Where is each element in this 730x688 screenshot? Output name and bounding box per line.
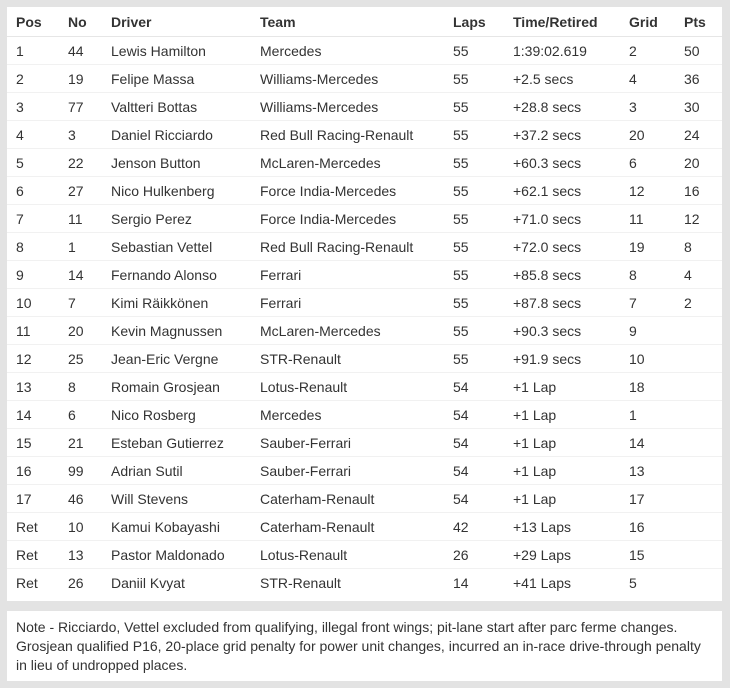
cell-no: 21 <box>59 429 102 457</box>
cell-pos: 13 <box>7 373 59 401</box>
cell-pos: 6 <box>7 177 59 205</box>
cell-driver: Jean-Eric Vergne <box>102 345 251 373</box>
results-panel <box>7 7 722 601</box>
cell-time-retired: +13 Laps <box>504 513 620 541</box>
cell-no: 44 <box>59 37 102 65</box>
cell-team: Ferrari <box>251 261 444 289</box>
cell-pos: 10 <box>7 289 59 317</box>
cell-grid: 9 <box>620 317 675 345</box>
cell-laps: 55 <box>444 65 504 93</box>
cell-driver: Sergio Perez <box>102 205 251 233</box>
cell-driver: Pastor Maldonado <box>102 541 251 569</box>
cell-pts: 30 <box>675 93 722 121</box>
cell-time-retired: +28.8 secs <box>504 93 620 121</box>
header-pos: Pos <box>7 7 59 37</box>
table-row <box>7 37 722 65</box>
cell-team: Red Bull Racing-Renault <box>251 233 444 261</box>
cell-pts: 4 <box>675 261 722 289</box>
cell-team: Williams-Mercedes <box>251 65 444 93</box>
table-row <box>7 457 722 485</box>
cell-driver: Lewis Hamilton <box>102 37 251 65</box>
table-row <box>7 317 722 345</box>
cell-pts <box>675 373 722 401</box>
cell-grid: 13 <box>620 457 675 485</box>
cell-laps: 54 <box>444 373 504 401</box>
cell-team: Mercedes <box>251 37 444 65</box>
cell-team: Caterham-Renault <box>251 485 444 513</box>
cell-pts: 24 <box>675 121 722 149</box>
table-row <box>7 121 722 149</box>
cell-pos: 15 <box>7 429 59 457</box>
cell-laps: 54 <box>444 429 504 457</box>
table-row <box>7 485 722 513</box>
cell-pos: Ret <box>16 574 38 591</box>
cell-time-retired: +1 Lap <box>504 429 620 457</box>
cell-grid: 5 <box>629 574 637 591</box>
cell-grid: 1 <box>620 401 675 429</box>
cell-laps: 55 <box>444 121 504 149</box>
cell-time-retired: +71.0 secs <box>504 205 620 233</box>
cell-pos: Ret <box>7 513 59 541</box>
cell-laps: 54 <box>444 485 504 513</box>
table-row <box>7 513 722 541</box>
results-body <box>7 37 722 597</box>
cell-team: Ferrari <box>251 289 444 317</box>
cell-team: Sauber-Ferrari <box>251 429 444 457</box>
cell-no: 22 <box>59 149 102 177</box>
cell-pos: 12 <box>7 345 59 373</box>
cell-driver: Nico Hulkenberg <box>102 177 251 205</box>
cell-driver: Will Stevens <box>102 485 251 513</box>
cell-grid: 4 <box>620 65 675 93</box>
cell-laps: 55 <box>444 261 504 289</box>
cell-team: Mercedes <box>251 401 444 429</box>
cell-grid: 3 <box>620 93 675 121</box>
table-header-row <box>7 7 722 37</box>
cell-grid: 6 <box>620 149 675 177</box>
cell-pts: 36 <box>675 65 722 93</box>
cell-time-retired: +1 Lap <box>504 457 620 485</box>
cell-laps: 55 <box>444 149 504 177</box>
cell-no: 25 <box>59 345 102 373</box>
cell-pts <box>675 485 722 513</box>
table-row <box>7 373 722 401</box>
cell-grid: 12 <box>620 177 675 205</box>
cell-no: 19 <box>59 65 102 93</box>
header-grid: Grid <box>620 7 675 37</box>
cell-grid: 7 <box>620 289 675 317</box>
table-row <box>7 65 722 93</box>
cell-time-retired: +1 Lap <box>504 401 620 429</box>
cell-driver: Kimi Räikkönen <box>102 289 251 317</box>
cell-laps: 42 <box>444 513 504 541</box>
cell-driver: Fernando Alonso <box>102 261 251 289</box>
table-row <box>7 289 722 317</box>
note-panel <box>7 611 722 681</box>
race-results-table <box>7 7 722 596</box>
cell-no: 20 <box>59 317 102 345</box>
header-driver: Driver <box>102 7 251 37</box>
cell-time-retired: +90.3 secs <box>504 317 620 345</box>
cell-time-retired: +60.3 secs <box>504 149 620 177</box>
table-row <box>7 233 722 261</box>
cell-laps: 54 <box>444 401 504 429</box>
cell-driver: Kamui Kobayashi <box>102 513 251 541</box>
cell-pos: 9 <box>7 261 59 289</box>
table-row <box>7 345 722 373</box>
cell-time-retired: +85.8 secs <box>504 261 620 289</box>
cell-no: 26 <box>68 574 84 591</box>
cell-grid: 16 <box>620 513 675 541</box>
cell-pos: 16 <box>7 457 59 485</box>
cell-driver: Valtteri Bottas <box>102 93 251 121</box>
cell-pos: 1 <box>7 37 59 65</box>
cell-laps: 55 <box>444 93 504 121</box>
cell-team: Sauber-Ferrari <box>251 457 444 485</box>
cell-grid: 14 <box>620 429 675 457</box>
cell-driver: Sebastian Vettel <box>102 233 251 261</box>
cell-pts <box>675 345 722 373</box>
cell-laps: 55 <box>444 233 504 261</box>
cell-pos: 11 <box>7 317 59 345</box>
cell-no: 6 <box>59 401 102 429</box>
cell-laps: 55 <box>444 177 504 205</box>
cell-team: Force India-Mercedes <box>251 177 444 205</box>
cell-time-retired: +2.5 secs <box>504 65 620 93</box>
cell-time-retired: +72.0 secs <box>504 233 620 261</box>
cell-pos: Ret <box>7 541 59 569</box>
cell-pos: 4 <box>7 121 59 149</box>
cell-grid: 11 <box>620 205 675 233</box>
cell-pts: 2 <box>675 289 722 317</box>
cell-team: Williams-Mercedes <box>251 93 444 121</box>
cell-time-retired: 1:39:02.619 <box>504 37 620 65</box>
header-no: No <box>59 7 102 37</box>
cell-driver: Romain Grosjean <box>102 373 251 401</box>
cell-pos: 14 <box>7 401 59 429</box>
cell-pts: 16 <box>675 177 722 205</box>
table-row <box>7 261 722 289</box>
cell-driver: Daniel Ricciardo <box>102 121 251 149</box>
cell-grid: 19 <box>620 233 675 261</box>
cell-grid: 17 <box>620 485 675 513</box>
cell-no: 8 <box>59 373 102 401</box>
cell-pts: 8 <box>675 233 722 261</box>
cell-team: STR-Renault <box>260 574 341 591</box>
cell-team: Force India-Mercedes <box>251 205 444 233</box>
cell-driver: Adrian Sutil <box>102 457 251 485</box>
cell-team: McLaren-Mercedes <box>251 149 444 177</box>
cell-driver: Nico Rosberg <box>102 401 251 429</box>
header-laps: Laps <box>444 7 504 37</box>
cell-no: 99 <box>59 457 102 485</box>
cell-team: STR-Renault <box>251 345 444 373</box>
cell-team: McLaren-Mercedes <box>251 317 444 345</box>
cell-pos: 5 <box>7 149 59 177</box>
table-row <box>7 429 722 457</box>
cell-pts <box>675 317 722 345</box>
cell-laps: 55 <box>444 205 504 233</box>
header-pts: Pts <box>675 7 722 37</box>
cell-pts: 50 <box>675 37 722 65</box>
cell-no: 7 <box>59 289 102 317</box>
cell-pts: 12 <box>675 205 722 233</box>
cell-no: 3 <box>59 121 102 149</box>
cell-no: 14 <box>59 261 102 289</box>
cell-grid: 18 <box>620 373 675 401</box>
cell-driver: Daniil Kvyat <box>111 574 185 591</box>
cell-driver: Felipe Massa <box>102 65 251 93</box>
cell-pts <box>675 569 722 597</box>
cell-time-retired: +91.9 secs <box>504 345 620 373</box>
cell-pos: 7 <box>7 205 59 233</box>
cell-pts <box>675 457 722 485</box>
cell-laps: 55 <box>444 345 504 373</box>
cell-no: 77 <box>59 93 102 121</box>
cell-time-retired: +29 Laps <box>504 541 620 569</box>
cell-no: 27 <box>59 177 102 205</box>
cell-pos: 17 <box>7 485 59 513</box>
cell-pos: 8 <box>7 233 59 261</box>
header-team: Team <box>251 7 444 37</box>
table-row <box>7 569 722 597</box>
table-row <box>7 205 722 233</box>
cell-pos: 2 <box>7 65 59 93</box>
cell-team: Red Bull Racing-Renault <box>251 121 444 149</box>
cell-time-retired: +1 Lap <box>504 373 620 401</box>
cell-no: 1 <box>59 233 102 261</box>
cell-pos: 3 <box>7 93 59 121</box>
cell-time-retired: +62.1 secs <box>504 177 620 205</box>
cell-driver: Jenson Button <box>102 149 251 177</box>
cell-laps: 55 <box>444 289 504 317</box>
table-row <box>7 149 722 177</box>
cell-pts <box>675 541 722 569</box>
cell-grid: 15 <box>620 541 675 569</box>
cell-grid: 2 <box>620 37 675 65</box>
cell-laps: 55 <box>444 317 504 345</box>
cell-grid: 10 <box>620 345 675 373</box>
cell-time-retired: +87.8 secs <box>504 289 620 317</box>
cell-team: Lotus-Renault <box>251 541 444 569</box>
table-row <box>7 541 722 569</box>
cell-no: 11 <box>59 205 102 233</box>
cell-pts <box>675 401 722 429</box>
cell-team: Caterham-Renault <box>251 513 444 541</box>
cell-no: 10 <box>59 513 102 541</box>
cell-pts <box>675 513 722 541</box>
cell-laps: 54 <box>444 457 504 485</box>
cell-pts <box>675 429 722 457</box>
cell-no: 46 <box>59 485 102 513</box>
cell-driver: Esteban Gutierrez <box>102 429 251 457</box>
cell-driver: Kevin Magnussen <box>102 317 251 345</box>
cell-laps: 26 <box>444 541 504 569</box>
cell-laps: 14 <box>453 574 469 591</box>
cell-pts: 20 <box>675 149 722 177</box>
cell-time-retired: +37.2 secs <box>504 121 620 149</box>
cell-no: 13 <box>59 541 102 569</box>
cell-laps: 55 <box>444 37 504 65</box>
note-text: Note - Ricciardo, Vettel excluded from qualifying, illegal front wings; pit-lane start after parc ferme changes. Grosjean qualified P16, 20-place grid penalty for power unit changes, incurred an in-race drive-through penalty in lieu of undropped places. <box>16 619 701 673</box>
table-row <box>7 177 722 205</box>
cell-time-retired: +1 Lap <box>504 485 620 513</box>
table-row <box>7 401 722 429</box>
cell-grid: 20 <box>620 121 675 149</box>
cell-time-retired: +41 Laps <box>513 574 571 591</box>
table-row <box>7 93 722 121</box>
cell-team: Lotus-Renault <box>251 373 444 401</box>
header-time-retired: Time/Retired <box>504 7 620 37</box>
cell-grid: 8 <box>620 261 675 289</box>
